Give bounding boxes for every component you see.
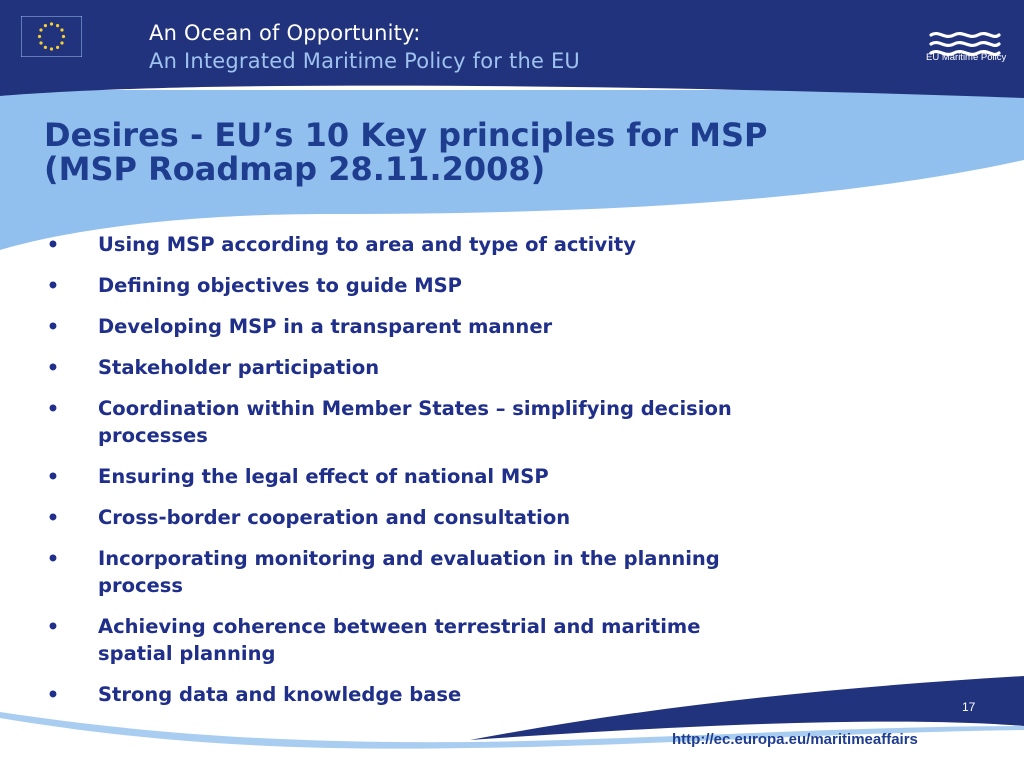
list-item [46, 272, 746, 299]
list-item-text: Stakeholder participation [98, 356, 380, 379]
bullet-icon: • [46, 397, 60, 420]
eu-flag-icon [21, 16, 82, 57]
list-item [46, 613, 746, 667]
list-item [46, 313, 746, 340]
bullet-icon: • [46, 315, 60, 338]
list-item [46, 504, 746, 531]
list-item [46, 395, 746, 449]
list-item [46, 681, 746, 708]
bullet-icon: • [46, 615, 60, 638]
maritime-waves-logo-icon [928, 17, 1002, 77]
bullet-icon: • [46, 506, 60, 529]
list-item-text: Achieving coherence between terrestrial and maritime spatial planning [98, 615, 701, 665]
list-item-text: Strong data and knowledge base [98, 683, 462, 706]
list-item-text: Incorporating monitoring and evaluation in the planning process [98, 547, 720, 597]
bullet-icon: • [46, 233, 60, 256]
slide-title-line1: Desires - EU’s 10 Key principles for MSP [44, 116, 768, 154]
bullet-icon: • [46, 465, 60, 488]
bullet-icon: • [46, 356, 60, 379]
list-item [46, 463, 746, 490]
bullet-icon: • [46, 547, 60, 570]
list-item [46, 354, 746, 381]
slide-title-line2: (MSP Roadmap 28.11.2008) [44, 150, 546, 188]
list-item-text: Using MSP according to area and type of activity [98, 233, 636, 256]
list-item-text: Defining objectives to guide MSP [98, 274, 462, 297]
header-subtitle: An Integrated Maritime Policy for the EU [149, 49, 580, 73]
bullet-icon: • [46, 683, 60, 706]
list-item [46, 545, 746, 599]
footer-url-link[interactable]: http://ec.europa.eu/maritimeaffairs [672, 731, 918, 748]
list-item-text: Coordination within Member States – simplifying decision processes [98, 397, 732, 447]
header-title: An Ocean of Opportunity: [149, 21, 421, 45]
list-item-text: Developing MSP in a transparent manner [98, 315, 553, 338]
list-item-text: Ensuring the legal effect of national MSP [98, 465, 549, 488]
page-number: 17 [962, 700, 976, 714]
list-item-text: Cross-border cooperation and consultation [98, 506, 571, 529]
bullet-icon: • [46, 274, 60, 297]
list-item [46, 231, 746, 258]
slide-title [44, 118, 944, 186]
logo-caption: EU Maritime Policy [926, 52, 1007, 63]
key-principles-list [46, 231, 746, 722]
